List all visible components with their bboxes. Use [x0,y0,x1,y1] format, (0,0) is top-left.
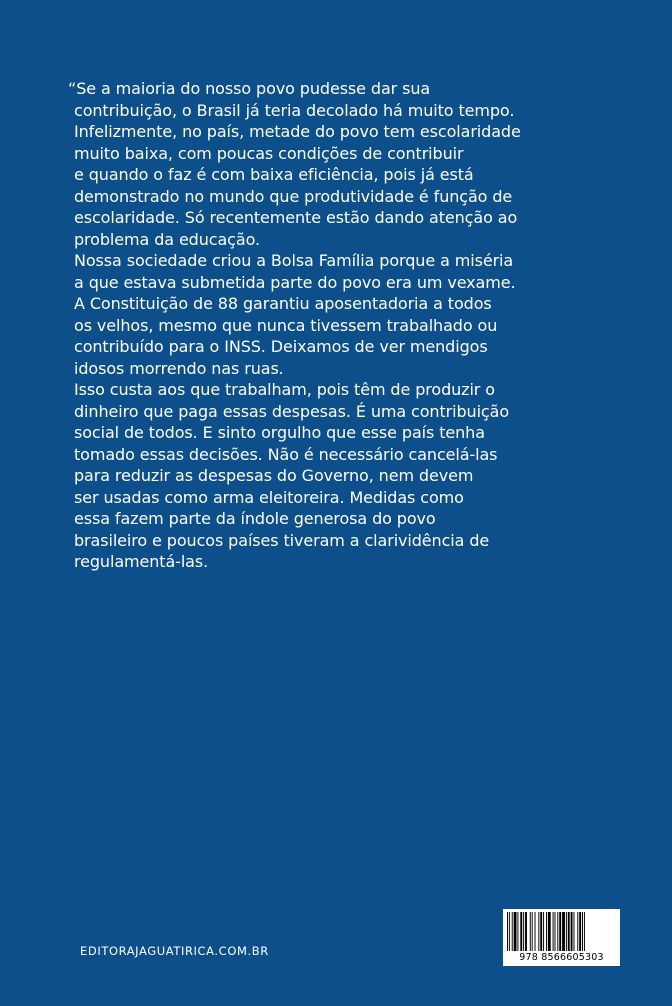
quote-line: tomado essas decisões. Não é necessário cancelá-las [74,444,498,464]
quote-line: escolaridade. Só recentemente estão dando atenção ao [74,208,518,227]
quote-line: para reduzir as despesas do Governo, nem devem [74,466,474,485]
quote-line: demonstrado no mundo que produtividade é função de [74,186,513,206]
quote-line: essa fazem parte da índole generosa do povo [74,509,436,528]
quote-line: “Se a maioria do nosso povo pudesse dar sua [68,79,431,98]
isbn-barcode [503,909,620,966]
quote-line: ser usadas como arma eleitoreira. Medidas como [74,487,464,507]
isbn-number: 978 8566605303 [519,952,604,963]
quote-line: contribuição, o Brasil já teria decolado há muito tempo. [74,100,515,120]
quote-line: idosos morrendo nas ruas. [74,358,284,378]
back-cover-quote [68,78,544,573]
quote-line: contribuído para o INSS. Deixamos de ver mendigos [74,337,488,356]
quote-line: social de todos. E sinto orgulho que esse país tenha [74,423,485,442]
quote-line: problema da educação. [74,229,260,249]
quote-line: Infelizmente, no país, metade do povo tem escolaridade [74,122,521,141]
barcode-icon [507,912,616,951]
quote-line: Nossa sociedade criou a Bolsa Família porque a miséria [74,251,514,270]
publisher-url: EDITORAJAGUATIRICA.COM.BR [80,944,269,958]
quote-line: os velhos, mesmo que nunca tivessem trabalhado ou [74,315,498,335]
quote-line: Isso custa aos que trabalham, pois têm de produzir o [74,380,495,399]
quote-line: a que estava submetida parte do povo era um vexame. [74,272,516,292]
quote-line: dinheiro que paga essas despesas. É uma contribuição [74,401,510,421]
quote-line: brasileiro e poucos países tiveram a clarividência de [74,530,490,550]
quote-line: e quando o faz é com baixa eficiência, pois já está [74,165,474,184]
quote-line: muito baixa, com poucas condições de contribuir [74,143,464,163]
quote-line: regulamentá-las. [74,552,209,571]
quote-line: A Constituição de 88 garantiu aposentadoria a todos [74,294,492,313]
